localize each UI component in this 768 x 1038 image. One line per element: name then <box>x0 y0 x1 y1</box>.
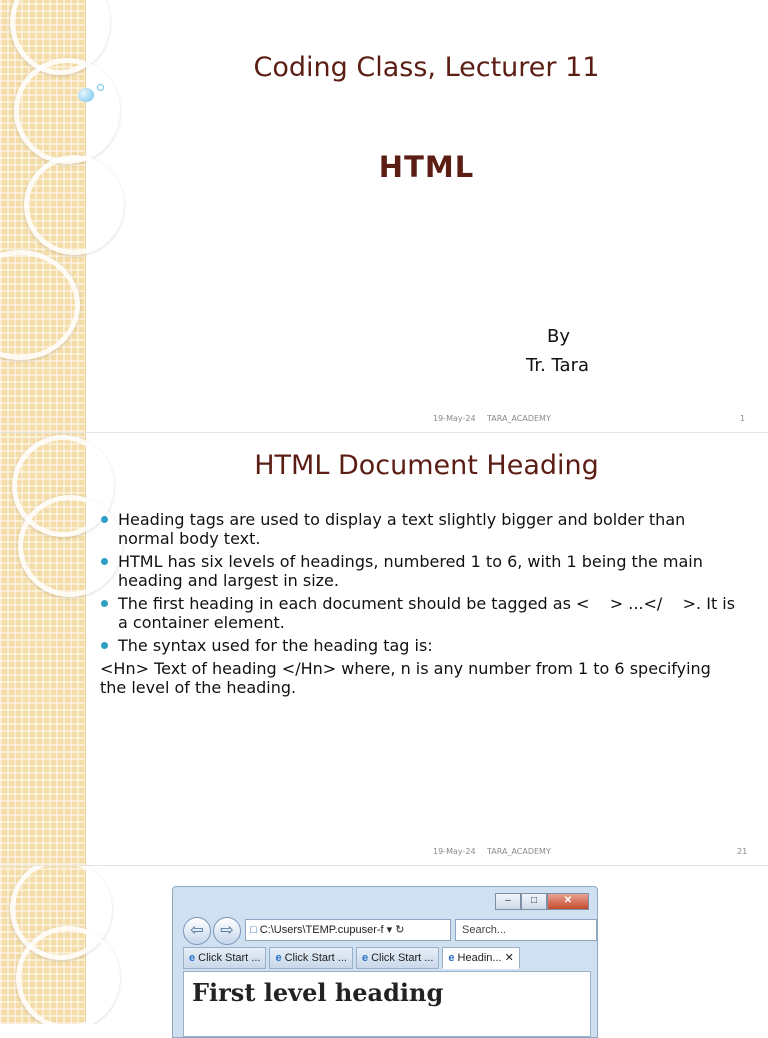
bullet-item <box>100 552 740 590</box>
slide-1 <box>0 0 768 432</box>
ie-icon: e <box>361 952 369 964</box>
bullet-dot-icon <box>101 516 108 523</box>
decorative-strip <box>0 866 86 1024</box>
slide-title: Coding Class, Lecturer 11 <box>253 52 600 83</box>
author-block <box>526 322 589 380</box>
bullet-item <box>100 594 740 632</box>
tab-label: Click Start ... <box>371 952 434 964</box>
slide-subtitle: HTML <box>378 150 475 184</box>
bubble-decoration <box>97 84 104 91</box>
back-arrow-icon[interactable]: ⇦ <box>183 917 211 945</box>
footer-page-number: 1 <box>740 414 746 423</box>
footer-date: 19-May-24 <box>433 847 476 856</box>
ie-icon: e <box>189 952 196 964</box>
address-text: C:\Users\TEMP.cupuser-f <box>259 924 384 936</box>
bullet-dot-icon <box>101 558 108 565</box>
browser-content <box>183 971 591 1037</box>
slide-heading: HTML Document Heading <box>254 450 599 481</box>
footer-date: 19-May-24 <box>433 414 476 423</box>
footer-org: TARA_ACADEMY <box>487 414 551 423</box>
browser-tab[interactable] <box>183 947 266 969</box>
window-controls <box>495 893 589 910</box>
content-heading: First level heading <box>192 978 444 1007</box>
minimize-icon[interactable]: – <box>495 893 521 910</box>
decorative-strip <box>0 0 86 432</box>
bubble-decoration <box>78 88 94 102</box>
ie-page-icon: □ <box>250 924 260 936</box>
by-label: By <box>547 326 571 347</box>
forward-arrow-icon[interactable]: ⇨ <box>213 917 241 945</box>
nav-bar <box>183 917 591 945</box>
browser-screenshot <box>172 886 598 1038</box>
bullet-item <box>100 636 740 655</box>
bullet-dot-icon <box>101 642 108 649</box>
bullet-item <box>100 510 740 548</box>
browser-tab[interactable] <box>269 947 352 969</box>
bullet-text: HTML has six levels of headings, numbered 1 to 6, with 1 being the main heading and largest in size. <box>118 552 703 590</box>
address-bar[interactable]: □ C:\Users\TEMP.cupuser-f ▾ ↻ <box>245 919 451 941</box>
browser-tab[interactable] <box>356 947 439 969</box>
browser-tab-active[interactable] <box>442 947 519 969</box>
bullet-dot-icon <box>101 600 108 607</box>
close-icon[interactable]: ✕ <box>547 893 589 910</box>
syntax-text: <Hn> Text of heading </Hn> where, n is any number from 1 to 6 specifying the level of the heading. <box>100 659 711 697</box>
tab-label: Click Start ... <box>198 952 261 964</box>
decorative-strip <box>0 433 86 865</box>
tab-label: Headin... <box>457 952 502 964</box>
close-tab-icon[interactable]: ✕ <box>504 952 514 964</box>
bullet-text: The syntax used for the heading tag is: <box>118 636 433 655</box>
browser-tabs <box>183 947 591 969</box>
author-name: Tr. Tara <box>526 355 590 376</box>
footer-page-number: 21 <box>737 847 748 856</box>
ie-icon: e <box>448 952 455 964</box>
ring-decoration <box>16 926 120 1024</box>
search-input[interactable]: Search... <box>455 919 597 941</box>
bullet-list <box>100 510 740 701</box>
bullet-text: The first heading in each document should be tagged as < > ...</ >. It is a container element. <box>118 594 741 632</box>
ring-decoration <box>0 250 80 360</box>
bullet-text: Heading tags are used to display a text slightly bigger and bolder than normal body text. <box>118 510 686 548</box>
ie-icon: e <box>275 952 282 964</box>
tab-label: Click Start ... <box>284 952 347 964</box>
maximize-icon[interactable]: □ <box>521 893 547 910</box>
footer-org: TARA_ACADEMY <box>487 847 551 856</box>
